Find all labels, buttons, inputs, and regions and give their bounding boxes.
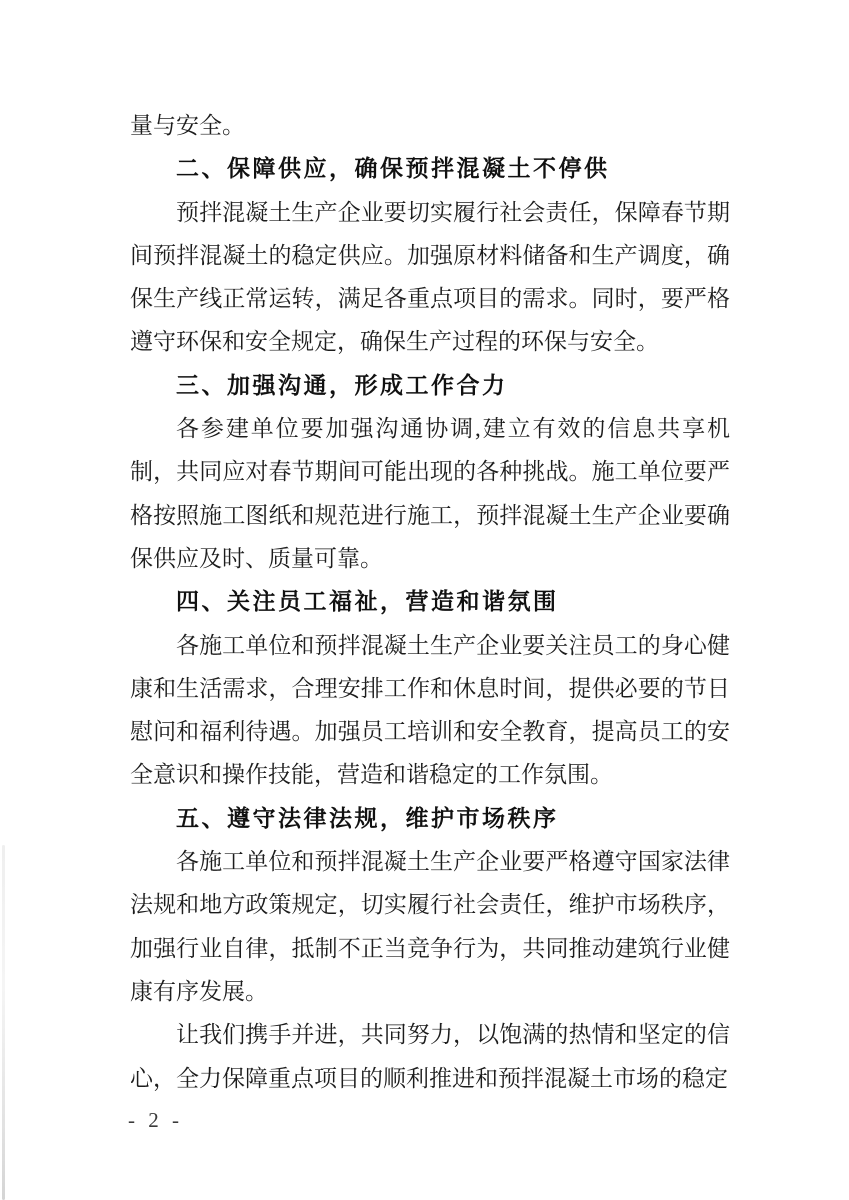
body-paragraph: 各施工单位和预拌混凝土生产企业要关注员工的身心健康和生活需求，合理安排工作和休息时间，提供必要的节日慰问和福利待遇。加强员工培训和安全教育，提高员工的安全意识和操作技能，营造和谐稳定的工作氛围。 (130, 632, 730, 788)
section-heading-5: 五、遵守法律法规，维护市场秩序 (176, 804, 559, 831)
section-heading-4: 四、关注员工福祉，营造和谐氛围 (176, 588, 559, 615)
section-heading-3: 三、加强沟通，形成工作合力 (176, 371, 508, 398)
section-heading-2: 二、保障供应，确保预拌混凝土不停供 (176, 155, 610, 182)
body-paragraph: 预拌混凝土生产企业要切实履行社会责任，保障春节期间预拌混凝土的稳定供应。加强原材料储备和生产调度，确保生产线正常运转，满足各重点项目的需求。同时，要严格遵守环保和安全规定，确保生产过程的环保与安全。 (130, 199, 730, 355)
page-number: - 2 - (128, 1108, 183, 1132)
body-paragraph: 各参建单位要加强沟通协调,建立有效的信息共享机制，共同应对春节期间可能出现的各种挑战。施工单位要严格按照施工图纸和规范进行施工，预拌混凝土生产企业要确保供应及时、质量可靠。 (130, 416, 730, 571)
document-body (130, 104, 730, 1100)
body-paragraph: 各施工单位和预拌混凝土生产企业要严格遵守国家法律法规和地方政策规定，切实履行社会责任，维护市场秩序，加强行业自律，抵制不正当竞争行为，共同推动建筑行业健康有序发展。 (130, 849, 730, 1004)
closing-paragraph: 让我们携手并进，共同努力，以饱满的热情和坚定的信心，全力保障重点项目的顺利推进和预拌混凝土市场的稳定 (130, 1022, 730, 1091)
paragraph-continuation: 量与安全。 (130, 113, 245, 138)
scan-artifact-line (2, 845, 5, 1200)
